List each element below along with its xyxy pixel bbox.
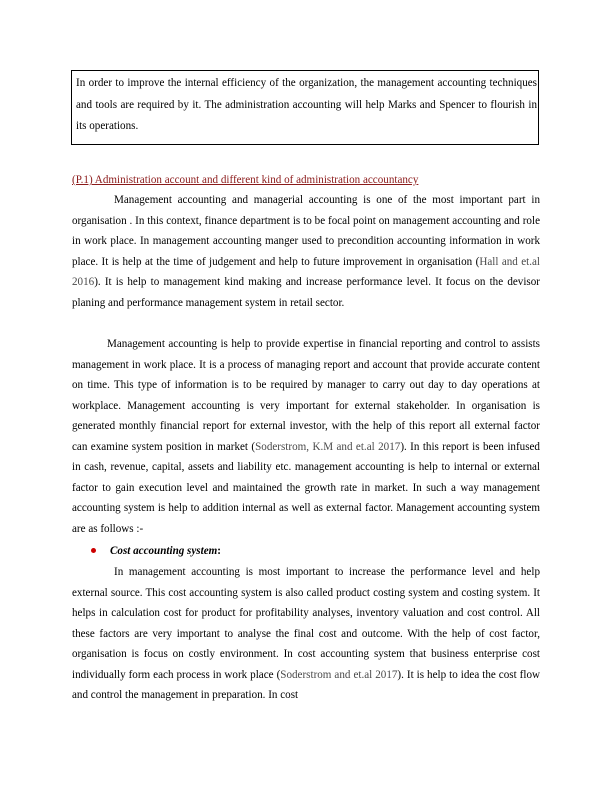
bullet-item-cost-accounting (91, 541, 221, 561)
citation: Soderstrom, K.M and et.al 2017 (255, 440, 401, 453)
bullet-colon: : (217, 545, 221, 557)
paragraph-text: Management accounting and managerial accounting is one of the most important part in organisation . In this context, finance department is to be focal point on management accounting and role in work place. In management accounting manger used to precondition accounting information in work place. It is help at the time of judgement and help to future improvement in organisation ( (72, 194, 540, 268)
section-heading-p1: (P.1) Administration account and different kind of administration accountancy (72, 174, 419, 186)
paragraph-text: ). In this report is been infused in cash, revenue, capital, assets and liability etc. management accounting is help to internal or external factor to gain execution level and maintained the growth rate in market. In such a way management accounting system is help to addition internal as well as external factor. Management accounting system are as follows :- (72, 440, 540, 535)
intro-summary-box (71, 70, 539, 145)
citation: Soderstrom and et.al 2017 (280, 668, 398, 681)
paragraph-text: ). It is help to management kind making and increase performance level. It focus on the devisor planing and performance management system in retail sector. (72, 276, 540, 309)
paragraph-management-accounting-role (72, 334, 540, 539)
paragraph-text: In management accounting is most important to increase the performance level and help external source. This cost accounting system is also called product costing system and costing system. It helps in calculation cost for product for profitability analyses, inventory valuation and cost control. All these factors are very important to analyse the final cost and outcome. With the help of cost factor, organisation is focus on costly environment. In cost accounting system that business enterprise cost individually form each process in work place ( (72, 566, 540, 681)
paragraph-text: Management accounting is help to provide expertise in financial reporting and control to assists management in work place. It is a process of managing report and account that provide accurate content on time. This type of information is to be required by manager to carry out day to day operations at workplace. Management accounting is very important for external stakeholder. In organisation is generated monthly financial report for external investor, with the help of this report all external factor can examine system position in market ( (72, 338, 540, 453)
paragraph-management-accounting (72, 190, 540, 313)
bullet-label: Cost accounting system (110, 545, 218, 557)
paragraph-text: ). It is help to idea the cost flow and control the management in preparation. In cost (72, 668, 541, 702)
intro-summary-text: In order to improve the internal efficiency of the organization, the management accounting techniques and tools are required by it. The administration accounting will help Marks and Spencer to flourish in its operations. (76, 77, 537, 132)
paragraph-cost-accounting (72, 562, 540, 706)
citation: Hall and et.al 2016 (72, 255, 541, 289)
bullet-icon (91, 548, 96, 553)
